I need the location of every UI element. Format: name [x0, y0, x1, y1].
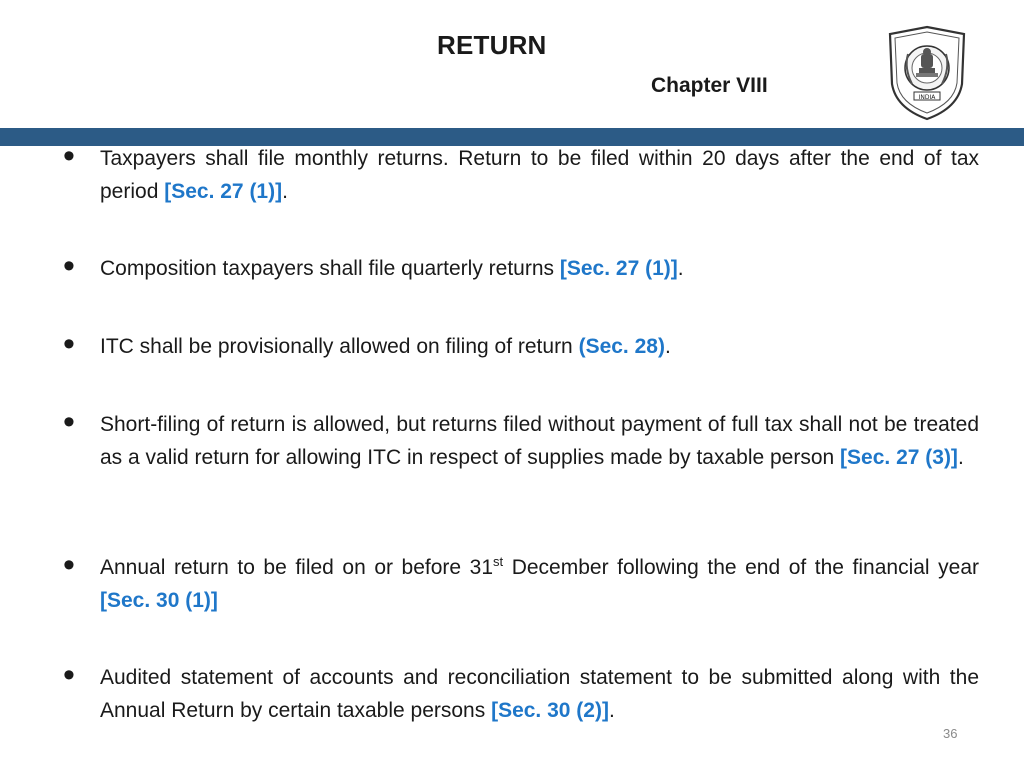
bullet-icon: •	[63, 403, 75, 441]
item-text: Composition taxpayers shall file quarterly returns	[100, 257, 560, 280]
bullet-icon: •	[63, 656, 75, 694]
page-number: 36	[943, 726, 958, 741]
item-tail: .	[677, 257, 684, 280]
item-tail: .	[282, 180, 288, 203]
chapter-subtitle: Chapter VIII	[651, 74, 768, 97]
section-reference: [Sec. 27 (1)]	[559, 257, 678, 280]
item-text: Short-filing of return is allowed, but returns filed without payment of full tax shall not be treated as a valid return for allowing ITC in respect of supplies made by taxable person	[100, 413, 979, 469]
bullet-icon: •	[63, 247, 75, 285]
item-tail: .	[608, 699, 615, 722]
section-reference: (Sec. 28)	[578, 335, 665, 358]
bullet-icon: •	[63, 546, 75, 584]
item-text-before-sup: Annual return to be filed on or before 31	[100, 556, 494, 579]
list-item	[63, 137, 979, 208]
list-item	[63, 403, 979, 474]
list-item	[63, 656, 979, 727]
ordinal-suffix: st	[493, 554, 504, 569]
item-tail: .	[957, 446, 964, 469]
bullet-icon: •	[63, 325, 75, 363]
list-item	[63, 546, 979, 617]
list-item	[63, 325, 979, 363]
section-reference: [Sec. 30 (2)]	[491, 699, 609, 722]
emblem-label: INDIA	[918, 94, 936, 101]
item-text: Taxpayers shall file monthly returns. Return to be filed within 20 days after the end of tax period	[100, 147, 979, 203]
item-text: Audited statement of accounts and reconciliation statement to be submitted along with the Annual Return by certain taxable persons	[100, 666, 979, 722]
page-title: RETURN	[437, 30, 547, 60]
section-reference: [Sec. 30 (1)]	[100, 589, 218, 612]
item-text: ITC shall be provisionally allowed on filing of return	[100, 335, 579, 358]
list-item	[63, 247, 979, 285]
section-reference: [Sec. 27 (1)]	[164, 180, 283, 203]
item-text: December following the end of the financial year	[503, 556, 979, 579]
item-tail: .	[664, 335, 671, 358]
section-reference: [Sec. 27 (3)]	[840, 446, 958, 469]
bullet-icon: •	[63, 137, 75, 175]
